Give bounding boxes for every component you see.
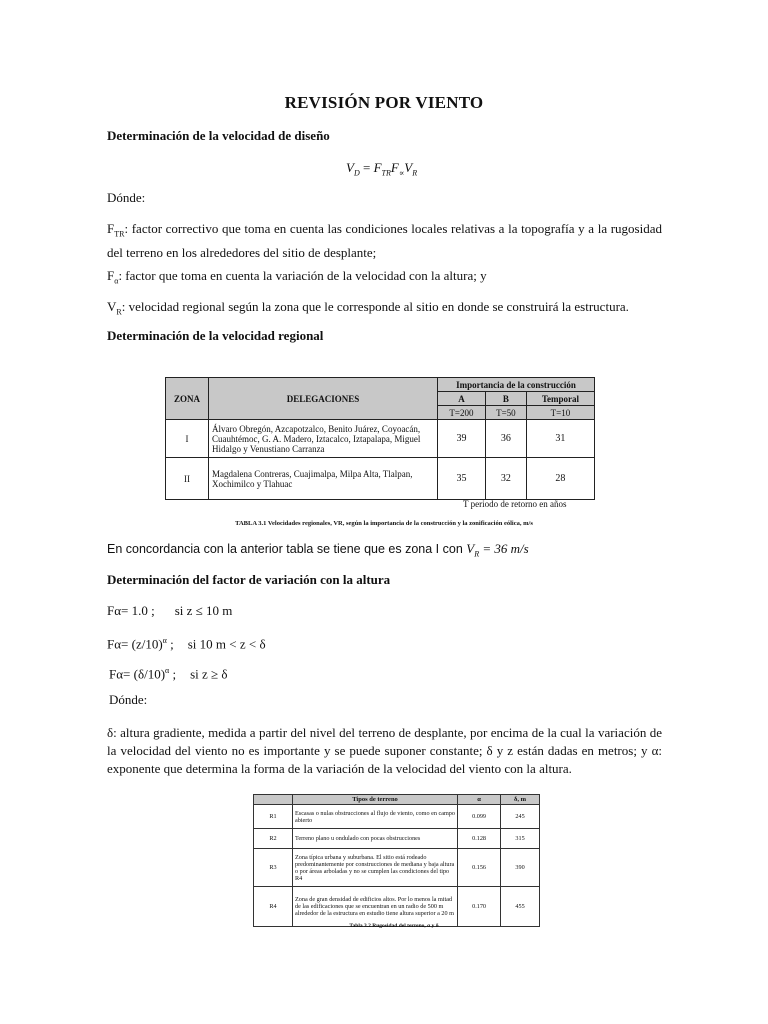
delta-cell: 245 xyxy=(501,805,540,829)
table-row xyxy=(166,458,595,500)
col-alpha: α xyxy=(458,795,501,805)
value-cell: 28 xyxy=(526,458,594,500)
terrain-code-cell: R1 xyxy=(254,805,293,829)
delta-cell: 315 xyxy=(501,829,540,849)
terrain-desc-cell: Zona de gran densidad de edificios altos. Por lo menos la mitad de las edificaciones que se encuentran en un radio de 500 m alrededor de la estructura en estudio tiene altura superior a 20 m xyxy=(293,887,458,927)
alpha-cell: 0.170 xyxy=(458,887,501,927)
regional-velocity-table xyxy=(165,377,595,500)
definition-vr: $V_R$: velocidad regional según la zona que le corresponde al sitio en donde se construirá la estructura. xyxy=(107,299,629,317)
alpha-cell: 0.128 xyxy=(458,829,501,849)
table-row xyxy=(254,805,540,829)
terrain-code-cell: R3 xyxy=(254,849,293,887)
value-cell: 39 xyxy=(438,420,486,458)
delta-cell: 390 xyxy=(501,849,540,887)
donde-label-1: Dónde: xyxy=(107,190,146,205)
definition-falpha: $F_\alpha$: factor que toma en cuenta la variación de la velocidad con la altura; y xyxy=(107,268,487,286)
sub-header-a: A xyxy=(438,392,486,406)
alpha-cell: 0.156 xyxy=(458,849,501,887)
col-importancia: Importancia de la construcción xyxy=(438,378,595,392)
terrain-roughness-table xyxy=(253,794,540,927)
table-note: T periodo de retorno en años xyxy=(463,499,567,509)
col-delegaciones: DELEGACIONES xyxy=(209,378,438,420)
donde-label-2: Dónde: xyxy=(109,692,148,707)
sub-header-temporal: Temporal xyxy=(526,392,594,406)
heading-regional-velocity: Determinación de la velocidad regional xyxy=(107,328,324,343)
page-title: REVISIÓN POR VIENTO xyxy=(284,93,484,112)
period-t200: T=200 xyxy=(438,406,486,420)
terrain-desc-cell: Terreno plano u ondulado con pocas obstrucciones xyxy=(293,829,458,849)
design-velocity-formula: $V_D = F_{TR}F_\propto V_R$ xyxy=(346,160,418,178)
table-caption-1: TABLA 3.1 Velocidades regionales, VR, según la importancia de la construcción y la zonificación eólica, m/s xyxy=(235,520,533,527)
equation-2: $F\alpha= (z/10)^\alpha$ ; si 10 m < z < δ xyxy=(107,636,266,652)
value-cell: 35 xyxy=(438,458,486,500)
value-cell: 36 xyxy=(485,420,526,458)
equation-3: $F\alpha= (\delta/10)^\alpha$ ; si z ≥ δ xyxy=(109,666,228,682)
definition-ftr: $F_{TR}$: factor correctivo que toma en cuenta las condiciones locales relativas a la topografía y a la rugosidad del terreno en los alrededores del sitio de desplante; xyxy=(107,221,662,260)
period-t10: T=10 xyxy=(526,406,594,420)
alpha-cell: 0.099 xyxy=(458,805,501,829)
zona-cell: II xyxy=(166,458,209,500)
zona-cell: I xyxy=(166,420,209,458)
heading-height-factor: Determinación del factor de variación con la altura xyxy=(107,572,391,587)
table-row xyxy=(254,829,540,849)
value-cell: 32 xyxy=(485,458,526,500)
concordance-line: En concordancia con la anterior tabla se tiene que es zona I con $V_R = 36$ m/s xyxy=(107,541,529,559)
terrain-desc-cell: Zona típica urbana y suburbana. El sitio está rodeado predominantemente por construcciones de mediana y baja altura o por áreas arboladas y no se cumplen las condiciones del tipo R4 xyxy=(293,849,458,887)
table-row xyxy=(166,420,595,458)
heading-design-velocity: Determinación de la velocidad de diseño xyxy=(107,128,330,143)
table-row xyxy=(254,887,540,927)
delegaciones-cell: Álvaro Obregón, Azcapotzalco, Benito Juárez, Coyoacán, Cuauhtémoc, G. A. Madero, Iztacalco, Iztapalapa, Miguel Hidalgo y Venustiano Carranza xyxy=(209,420,438,458)
terrain-desc-cell: Escasas o nulas obstrucciones al flujo de viento, como en campo abierto xyxy=(293,805,458,829)
sub-header-b: B xyxy=(485,392,526,406)
value-cell: 31 xyxy=(526,420,594,458)
col-zona: ZONA xyxy=(166,378,209,420)
period-t50: T=50 xyxy=(485,406,526,420)
delegaciones-cell: Magdalena Contreras, Cuajimalpa, Milpa Alta, Tlalpan, Xochimilco y Tlahuac xyxy=(209,458,438,500)
equation-1: Fα= 1.0 ; si z ≤ 10 m xyxy=(107,603,233,618)
col-code xyxy=(254,795,293,805)
table-row xyxy=(254,849,540,887)
delta-cell: 455 xyxy=(501,887,540,927)
col-delta: δ, m xyxy=(501,795,540,805)
gradient-definition-paragraph: δ: altura gradiente, medida a partir del nivel del terreno de desplante, por encima de la cual la variación de la velocidad del viento no es importante y se puede suponer constante; δ y z están dadas en metros; y α: exponente que determina la forma de la variación de la velocidad del viento con la altura. xyxy=(107,725,662,776)
table-caption-2: Tabla 3.2 Rugosidad del terreno, α y δ xyxy=(349,923,439,929)
terrain-code-cell: R4 xyxy=(254,887,293,927)
terrain-code-cell: R2 xyxy=(254,829,293,849)
col-terrain-type: Tipos de terreno xyxy=(293,795,458,805)
